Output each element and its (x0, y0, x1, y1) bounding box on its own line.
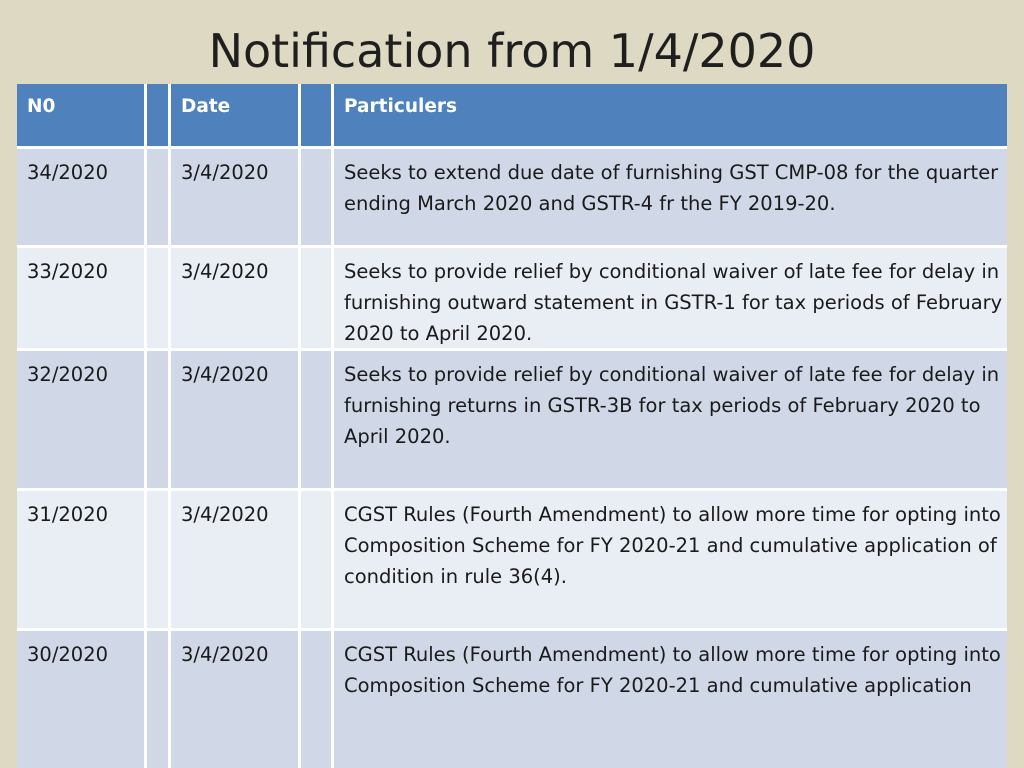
row-3-blank-1 (147, 351, 168, 488)
page-title: Notification from 1/4/2020 (208, 24, 816, 78)
row-1-blank-2 (301, 149, 331, 245)
row-1-blank-1 (147, 149, 168, 245)
row-3-particulars: Seeks to provide relief by conditional waiver of late fee for delay in furnishing returns in GSTR-3B for tax periods of February 2020 to April 2020. (334, 351, 1007, 488)
row-1-particulars: Seeks to extend due date of furnishing GST CMP-08 for the quarter ending March 2020 and GSTR-4 fr the FY 2019-20. (334, 149, 1007, 245)
header-date: Date (171, 84, 298, 146)
row-3-no: 32/2020 (17, 351, 144, 488)
row-2-date: 3/4/2020 (171, 248, 298, 348)
row-2-blank-1 (147, 248, 168, 348)
row-5-blank-1 (147, 631, 168, 768)
row-4-date: 3/4/2020 (171, 491, 298, 628)
row-3-date: 3/4/2020 (171, 351, 298, 488)
row-2-no: 33/2020 (17, 248, 144, 348)
row-4-particulars: CGST Rules (Fourth Amendment) to allow more time for opting into Composition Scheme for FY 2020-21 and cumulative application of condition in rule 36(4). (334, 491, 1007, 628)
row-4-blank-1 (147, 491, 168, 628)
header-blank-2 (301, 84, 331, 146)
row-5-blank-2 (301, 631, 331, 768)
row-2-particulars: Seeks to provide relief by conditional waiver of late fee for delay in furnishing outward statement in GSTR-1 for tax periods of February 2020 to April 2020. (334, 248, 1007, 348)
header-blank-1 (147, 84, 168, 146)
header-particulars: Particulers (334, 84, 1007, 146)
row-5-date: 3/4/2020 (171, 631, 298, 768)
row-3-blank-2 (301, 351, 331, 488)
row-5-particulars: CGST Rules (Fourth Amendment) to allow more time for opting into Composition Scheme for FY 2020-21 and cumulative application (334, 631, 1007, 768)
row-4-no: 31/2020 (17, 491, 144, 628)
row-4-blank-2 (301, 491, 331, 628)
row-1-date: 3/4/2020 (171, 149, 298, 245)
header-no: N0 (17, 84, 144, 146)
row-5-no: 30/2020 (17, 631, 144, 768)
row-1-no: 34/2020 (17, 149, 144, 245)
notification-table (17, 84, 1007, 768)
row-2-blank-2 (301, 248, 331, 348)
